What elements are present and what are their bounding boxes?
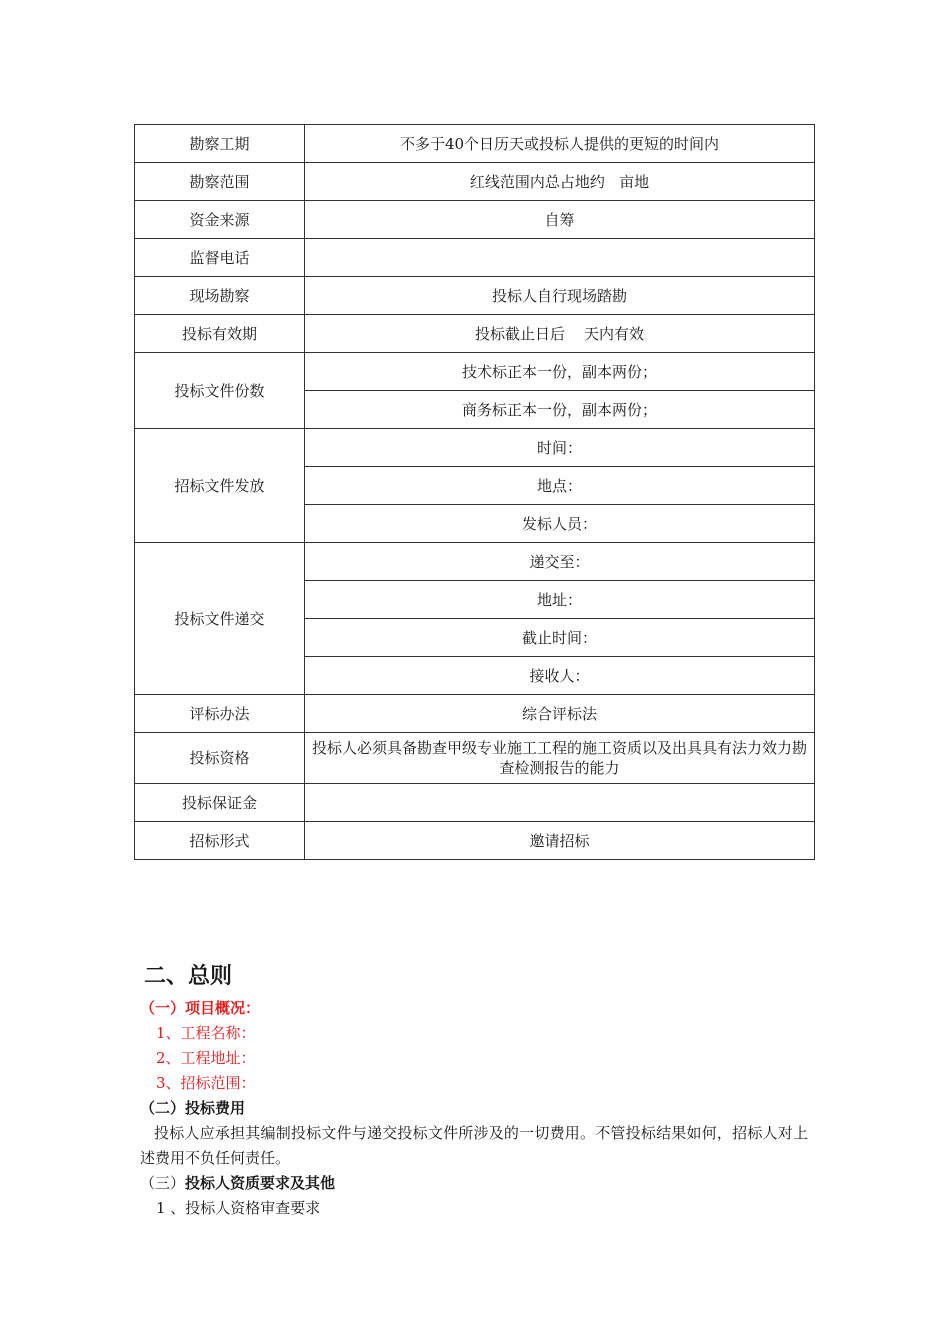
overview-item: 1、工程名称：	[156, 1024, 256, 1042]
row-value: 地点：	[305, 467, 815, 505]
row-value: 不多于40个日历天或投标人提供的更短的时间内	[305, 125, 815, 163]
row-value: 红线范围内总占地约 亩地	[305, 163, 815, 201]
row-value: 综合评标法	[305, 695, 815, 733]
general-provisions-section	[140, 962, 820, 1221]
table-row	[135, 543, 815, 581]
row-label: 资金来源	[135, 201, 305, 239]
row-label: 监督电话	[135, 239, 305, 277]
row-value: 地址：	[305, 581, 815, 619]
row-label: 勘察范围	[135, 163, 305, 201]
row-value: 投标人必须具备勘查甲级专业施工工程的施工资质以及出具具有法力效力勘查检测报告的能力	[305, 733, 815, 784]
overview-item: 2、工程地址：	[156, 1049, 256, 1067]
row-label: 勘察工期	[135, 125, 305, 163]
row-value: 投标人自行现场踏勘	[305, 277, 815, 315]
row-value: 商务标正本一份，副本两份；	[305, 391, 815, 429]
row-value: 自筹	[305, 201, 815, 239]
table-row	[135, 733, 815, 784]
section-heading: 二、总则	[144, 964, 233, 989]
row-label: 投标文件份数	[135, 353, 305, 429]
cost-paragraph: 投标人应承担其编制投标文件与递交投标文件所涉及的一切费用。不管投标结果如何，招标人对上述费用不负任何责任。	[140, 1124, 808, 1167]
qualification-heading-text: 投标人资质要求及其他	[185, 1174, 336, 1192]
table-row	[135, 695, 815, 733]
table-row	[135, 125, 815, 163]
table-row	[135, 163, 815, 201]
row-label: 招标文件发放	[135, 429, 305, 543]
row-label: 投标文件递交	[135, 543, 305, 695]
table-row	[135, 353, 815, 391]
qualification-item: 1 、投标人资格审查要求	[156, 1199, 321, 1217]
row-label: 投标有效期	[135, 315, 305, 353]
row-label: 招标形式	[135, 822, 305, 860]
cost-heading-text: 投标费用	[185, 1099, 246, 1117]
qualification-heading-prefix: （三）	[140, 1174, 186, 1192]
row-value: 邀请招标	[305, 822, 815, 860]
tender-info-table	[134, 124, 815, 860]
cost-heading	[140, 1096, 820, 1121]
table-row	[135, 315, 815, 353]
table-row	[135, 239, 815, 277]
table-row	[135, 201, 815, 239]
cost-heading-prefix: （二）	[140, 1099, 186, 1117]
table-row	[135, 784, 815, 822]
table-row	[135, 277, 815, 315]
row-label: 投标保证金	[135, 784, 305, 822]
row-value: 截止时间：	[305, 619, 815, 657]
overview-item: 3、招标范围：	[156, 1074, 256, 1092]
row-value	[305, 784, 815, 822]
row-value: 技术标正本一份，副本两份；	[305, 353, 815, 391]
row-value: 发标人员：	[305, 505, 815, 543]
row-label: 现场勘察	[135, 277, 305, 315]
overview-heading: （一）项目概况：	[140, 999, 261, 1017]
row-label: 评标办法	[135, 695, 305, 733]
row-value: 接收人：	[305, 657, 815, 695]
row-value: 投标截止日后 天内有效	[305, 315, 815, 353]
row-value: 递交至：	[305, 543, 815, 581]
row-label: 投标资格	[135, 733, 305, 784]
table-row	[135, 822, 815, 860]
table-row	[135, 429, 815, 467]
qualification-heading	[140, 1171, 820, 1196]
row-value	[305, 239, 815, 277]
row-value: 时间：	[305, 429, 815, 467]
